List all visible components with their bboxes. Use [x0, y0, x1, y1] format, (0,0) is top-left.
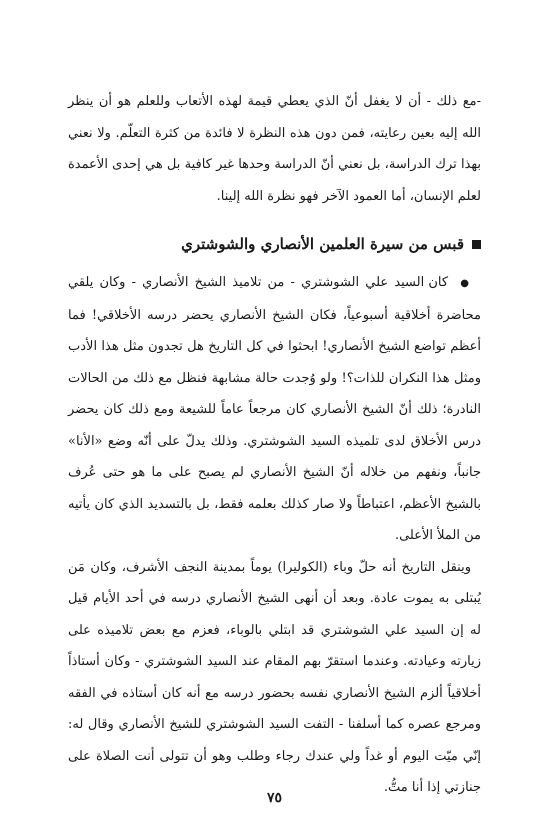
paragraph-2 [68, 552, 481, 804]
section-heading-text: قبس من سيرة العلمين الأنصاري والشوشتري [181, 235, 464, 253]
section-body [68, 267, 481, 804]
paragraph-1 [68, 267, 481, 552]
paragraph-2-text: وينقل التاريخ أنه حلّ وباء (الكوليرا) يوماً بمدينة النجف الأشرف، وكان مَن يُبتلى به يموت عادة. وبعد أن أنهى الشيخ الأنصاري درسه في أحد الأيام قيل له إن السيد علي الشوشتري قد ابتلي بالوباء، فعزم مع بعض تلاميذه على زيارته وعيادته. وعندما استقرّ بهم المقام عند السيد الشوشتري - وكان أستاذاً أخلاقياً ألزم الشيخ الأنصاري نفسه بحضور درسه مع أنه كان أستاذه في الفقه ومرجع عصره كما أسلفنا - التفت السيد الشوشتري للشيخ الأنصاري وقال له: إنّي ميّت اليوم أو غداً ولي عندك رجاء وطلب وهو أن تتولى أنت الصلاة على جنازتي إذا أنا متُّ. [68, 559, 481, 795]
intro-paragraph [68, 86, 481, 212]
page-number: ٧٥ [266, 790, 283, 806]
square-bullet-icon [472, 240, 481, 249]
section-heading [68, 228, 481, 260]
paragraph-1-text: كان السيد علي الشوشتري - من تلاميذ الشيخ الأنصاري - وكان يلقي محاضرة أخلاقية أسبوعياً، فكان الشيخ الأنصاري يحضر درسه الأخلاقي! فما أعظم تواضع الشيخ الأنصاري! ابحثوا في كل التاريخ هل تجدون مثل هذا الأدب ومثل هذا النكران للذات؟! ولو وُجدت حالة مشابهة فنظل مع ذلك من الحالات النادرة؛ ذلك أنّ الشيخ الأنصاري كان مرجعاً عاماً للشيعة ومع ذلك كان يحضر درس الأخلاق لدى تلميذه السيد الشوشتري. وذلك يدلّ على أنّه وضع «الأنا» جانباً، ونفهم من خلاله أنّ الشيخ الأنصاري لم يصبح على ما هو حتى عُرف بالشيخ الأعظم، اعتباطاً ولا صار كذلك بعلمه فقط، بل بالتسديد الذي كان يأتيه من الملأ الأعلى. [68, 275, 481, 543]
round-bullet-icon: ● [458, 278, 471, 289]
intro-text: -مع ذلك - أن لا يغفل أنّ الذي يعطي قيمة لهذه الأتعاب وللعلم هو أن ينظر الله إليه بعين رعايته، فمن دون هذه النظرة لا فائدة من كثرة التعلّم. ولا نعني بهذا ترك الدراسة، بل نعني أنّ الدراسة وحدها غير كافية بل هي إحدى الأعمدة لعلم الإنسان، أما العمود الآخر فهو نظرة الله إلينا. [68, 94, 481, 204]
